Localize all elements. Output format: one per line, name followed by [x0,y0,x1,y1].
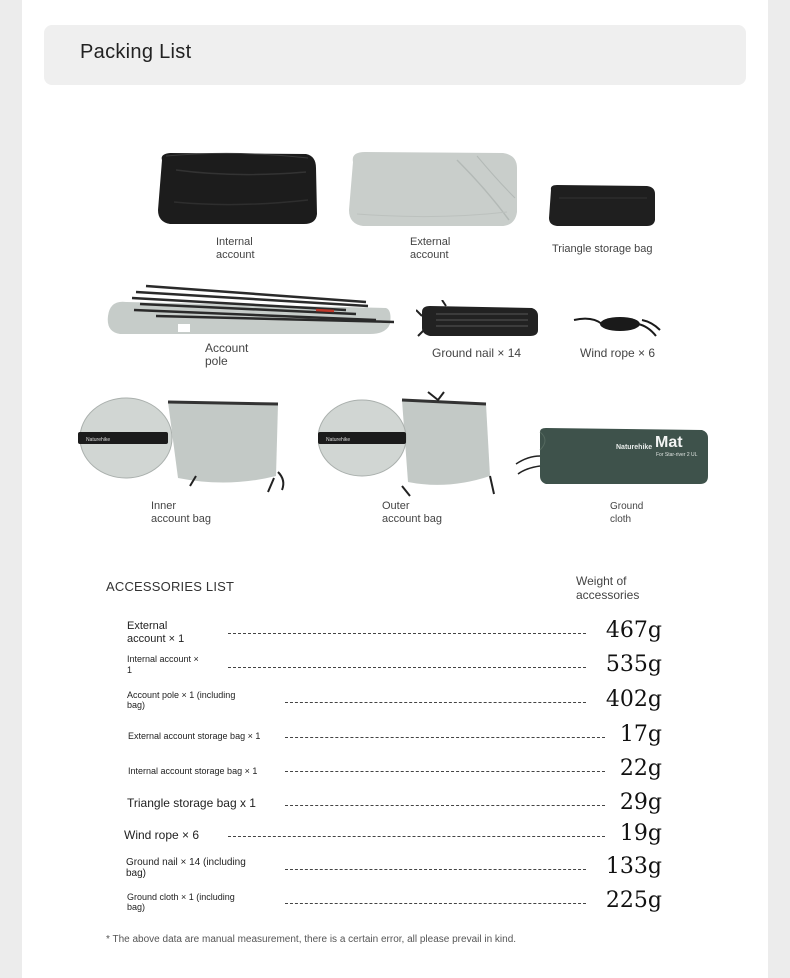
accessory-label: Ground nail × 14 (including bag) [126,857,246,879]
leader-line [285,702,586,703]
accessory-row [22,854,768,884]
accessory-weight: 17g [619,722,662,747]
accessory-label: Internal account storage bag × 1 [128,766,258,776]
triangle-storage-bag-image [547,184,657,228]
wind-rope-image [572,312,662,340]
accessory-weight: 29g [619,790,662,815]
leader-line [285,737,605,738]
accessory-weight: 535g [605,652,662,677]
accessory-label: Wind rope × 6 [124,828,200,842]
header-bar [44,25,746,85]
leader-line [285,869,586,870]
accessory-weight: 22g [619,756,662,781]
outer-bag-brand: Naturehike [326,437,351,443]
leader-line [285,771,605,772]
account-pole-image [106,280,394,338]
caption-account-pole: Account pole [205,341,249,368]
page [22,0,768,978]
caption-inner-account-bag: Inner account bag [151,500,211,525]
accessory-weight: 402g [605,687,662,712]
ground-cloth-brand: Naturehike [616,444,653,451]
leader-line [228,836,605,837]
inner-bag-brand: Naturehike [86,437,111,443]
inner-account-bag-image [78,392,288,498]
accessory-row [22,687,768,717]
internal-account-image [156,150,320,228]
caption-ground-nail: Ground nail × 14 [432,346,522,360]
caption-outer-account-bag: Outer account bag [382,500,442,525]
accessory-weight: 467g [605,618,662,643]
ground-cloth-label: Mat [655,434,683,451]
leader-line [228,633,586,634]
accessory-label: Internal account × 1 [127,654,199,675]
accessory-weight: 225g [605,888,662,913]
accessory-row [22,652,768,682]
leader-line [285,805,605,806]
accessory-row [22,617,768,647]
ground-cloth-image [510,426,710,488]
accessory-label: Ground cloth × 1 (including bag) [127,892,235,912]
accessory-row [22,756,768,786]
leader-line [228,667,586,668]
accessory-weight: 133g [605,854,662,879]
footnote: * The above data are manual measurement, there is a certain error, all please prevail in kind. [106,934,517,945]
outer-account-bag-image [318,390,498,500]
accessory-row [22,822,768,852]
caption-wind-rope: Wind rope × 6 [580,346,656,360]
external-account-image [347,150,519,228]
caption-external-account: External account [410,236,451,261]
accessory-label: External account storage bag × 1 [128,731,261,741]
accessory-label: Account pole × 1 (including bag) [127,690,236,710]
caption-ground-cloth: Ground cloth [610,501,644,525]
page-title: Packing List [80,41,192,63]
accessory-label: External account × 1 [127,620,185,645]
caption-triangle-storage-bag: Triangle storage bag [552,243,653,255]
accessory-row [22,722,768,752]
ground-cloth-sublabel: For Star-river 2 UL [656,452,698,458]
accessories-title: ACCESSORIES LIST [106,579,235,594]
accessory-weight: 19g [619,821,662,846]
accessory-row [22,790,768,820]
ground-nail-image [416,300,542,340]
accessory-row [22,888,768,918]
accessory-label: Triangle storage bag x 1 [127,796,256,810]
weight-column-header: Weight of accessories [576,574,640,602]
leader-line [285,903,586,904]
caption-internal-account: Internal account [216,236,255,261]
